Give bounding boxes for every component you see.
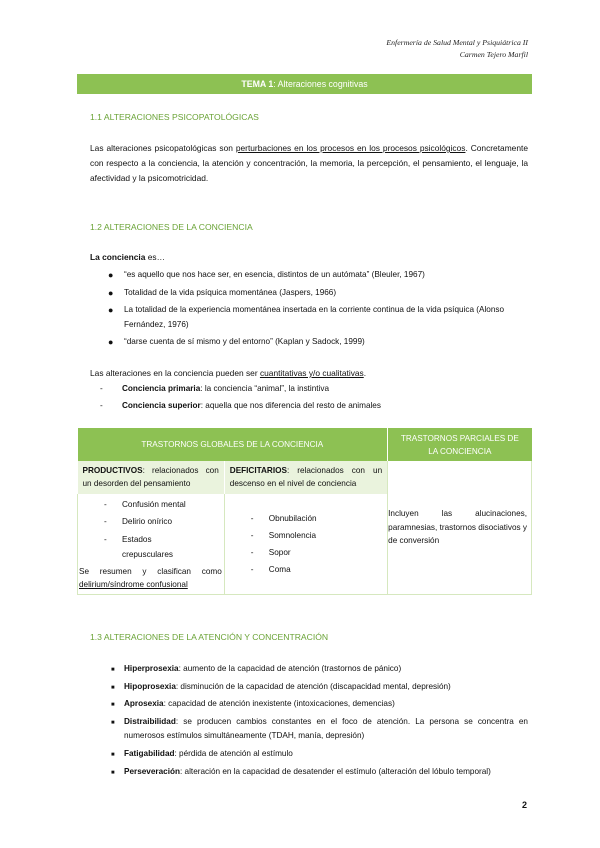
bold-term: Hiperprosexia [124, 664, 179, 673]
topic-name: : Alteraciones cognitivas [273, 79, 368, 89]
paragraph-psychopathology [90, 141, 528, 187]
bold-term: Aprosexia [124, 699, 164, 709]
list-item: - Somnolencia [250, 531, 317, 540]
bullet-icon: ● [108, 270, 114, 280]
section-heading-1-3: 1.3 ALTERACIONES DE LA ATENCIÓN Y CONCENTRACIÓN [90, 632, 329, 642]
list-item-text: Sopor [268, 548, 291, 557]
partial-disorders-text: Incluyen las alucinaciones, paramnesias, trastornos disociativos y de conversión [388, 509, 527, 546]
list-item-text: : aquella que nos diferencia del resto de animales [200, 400, 381, 410]
underlined-text: perturbaciones en los procesos en los procesos psicológicos [235, 143, 466, 153]
list-item-text: “es aquello que nos hace ser, en esencia, distintos de un autómata” (Bleuler, 1967) [124, 270, 425, 279]
list-item: - Delirio onírico [104, 517, 173, 526]
header-author: Carmen Tejero Marfil [459, 50, 528, 59]
list-item [90, 303, 528, 332]
list-item-text: Totalidad de la vida psíquica momentánea (Jaspers, 1966) [124, 287, 337, 297]
page-number: 2 [521, 800, 527, 810]
deficit-header-cell [224, 461, 387, 494]
list-item-text: Obnubilación [268, 514, 317, 523]
alterations-paragraph [90, 366, 528, 381]
list-item [90, 268, 528, 283]
list-item: - Coma [250, 565, 291, 574]
section-heading-1-1: 1.1 ALTERACIONES PSICOPATOLÓGICAS [90, 112, 259, 122]
conscience-intro [90, 250, 528, 265]
bullet-icon: ● [108, 305, 114, 316]
deficit-items-cell [224, 494, 387, 595]
text: : relacionados con un desorden del pensamiento [82, 466, 219, 488]
bold-term: Hipoprosexia [124, 681, 176, 691]
text: : relacionados con un descenso en el nivel de conciencia [229, 466, 383, 488]
list-item: - Obnubilación [250, 514, 317, 523]
list-item [90, 765, 528, 780]
text: Se resumen y clasifican como [79, 567, 222, 576]
productive-note [78, 562, 224, 591]
topic-number: TEMA 1 [241, 79, 274, 89]
list-item-text: Somnolencia [268, 531, 317, 540]
list-item: - Confusión mental [104, 500, 186, 509]
list-item-text: : la conciencia “animal”, la instintiva [200, 384, 330, 393]
list-item [90, 747, 528, 762]
list-item [90, 662, 528, 677]
list-item-text: Delirio onírico [122, 517, 173, 526]
square-bullet-icon: ■ [111, 769, 115, 776]
list-item [90, 335, 528, 350]
text: . Concretamente con respecto a la conciencia, la atención y concentración, la memoria, la percepción, el pensamiento, el lenguaje, la afectividad y la psicomotricidad. [90, 143, 528, 184]
square-bullet-icon: ■ [111, 667, 115, 673]
bold-term: Conciencia primaria [122, 384, 201, 393]
list-item-text: La totalidad de la experiencia momentánea insertada en la corriente continua de la vida psíquica (Alonso Fernández, 1976) [124, 305, 505, 329]
list-item: - Estados crepusculares [104, 535, 173, 559]
list-item-text: : disminución de la capacidad de atención (discapacidad mental, depresión) [175, 681, 451, 691]
text: . [363, 368, 367, 378]
list-item-text: : capacidad de atención inexistente (intoxicaciones, demencias) [163, 699, 395, 709]
list-item-text: : pérdida de atención al estímulo [174, 748, 293, 758]
text: es… [145, 252, 165, 262]
square-bullet-icon: ■ [111, 702, 115, 709]
list-item-text: Estados crepusculares [122, 535, 173, 559]
list-item: - Conciencia primaria: la conciencia “animal”, la instintiva [100, 384, 330, 393]
underlined-text: delirium/síndrome confusional [79, 580, 188, 589]
topic-title-bar [77, 74, 532, 94]
bullet-icon: ● [108, 287, 114, 298]
conscience-disorders-table [77, 428, 532, 595]
text: Las alteraciones psicopatológicas son [90, 143, 236, 153]
list-item-text: Coma [268, 565, 291, 574]
list-item [90, 715, 528, 744]
table-header-global: TRASTORNOS GLOBALES DE LA CONCIENCIA [78, 428, 388, 461]
list-item [90, 680, 528, 695]
list-item-text: “darse cuenta de sí mismo y del entorno” (Kaplan y Sadock, 1999) [124, 337, 365, 347]
bold-term: PRODUCTIVOS [82, 466, 143, 475]
deficit-list [225, 510, 387, 578]
section-heading-1-2: 1.2 ALTERACIONES DE LA CONCIENCIA [90, 222, 253, 232]
conscience-types-list [100, 381, 381, 414]
list-item-text: : aumento de la capacidad de atención (trastornos de pánico) [178, 664, 402, 673]
list-item-text: : alteración en la capacidad de desatender el estímulo (alteración del lóbulo temporal) [180, 766, 491, 776]
productive-header-cell [78, 461, 225, 494]
table-header-partial: TRASTORNOS PARCIALES DE LA CONCIENCIA [388, 428, 532, 461]
definitions-list [90, 268, 528, 353]
list-item: - Sopor [250, 548, 291, 557]
running-header [386, 37, 528, 61]
square-bullet-icon: ■ [111, 751, 115, 758]
bold-term: DEFICITARIOS [229, 466, 287, 475]
list-item-text: Confusión mental [122, 500, 186, 509]
list-item: - Conciencia superior: aquella que nos diferencia del resto de animales [100, 400, 381, 410]
bold-term: Perseveración [124, 766, 180, 776]
header-course: Enfermería de Salud Mental y Psiquiátrica II [386, 38, 528, 47]
bullet-icon: ● [108, 337, 114, 348]
bold-term: Distraibilidad [124, 716, 176, 726]
productive-list [78, 496, 224, 562]
square-bullet-icon: ■ [111, 719, 115, 726]
list-item-text: : se producen cambios constantes en el foco de atención. La persona se concentra en numerosos estímulos simultáneamente (TDAH, manía, depresión) [124, 716, 528, 741]
productive-items-cell [78, 494, 225, 595]
square-bullet-icon: ■ [111, 684, 115, 691]
attention-list [90, 662, 528, 782]
bold-term: Fatigabilidad [124, 748, 175, 758]
list-item [90, 697, 528, 712]
text: Las alteraciones en la conciencia pueden ser [90, 368, 260, 378]
list-item [90, 286, 528, 301]
partial-disorders-cell [388, 461, 532, 595]
underlined-text: cuantitativas y/o cualitativas [259, 368, 364, 378]
bold-term: La conciencia [90, 252, 146, 262]
bold-term: Conciencia superior [122, 400, 201, 410]
